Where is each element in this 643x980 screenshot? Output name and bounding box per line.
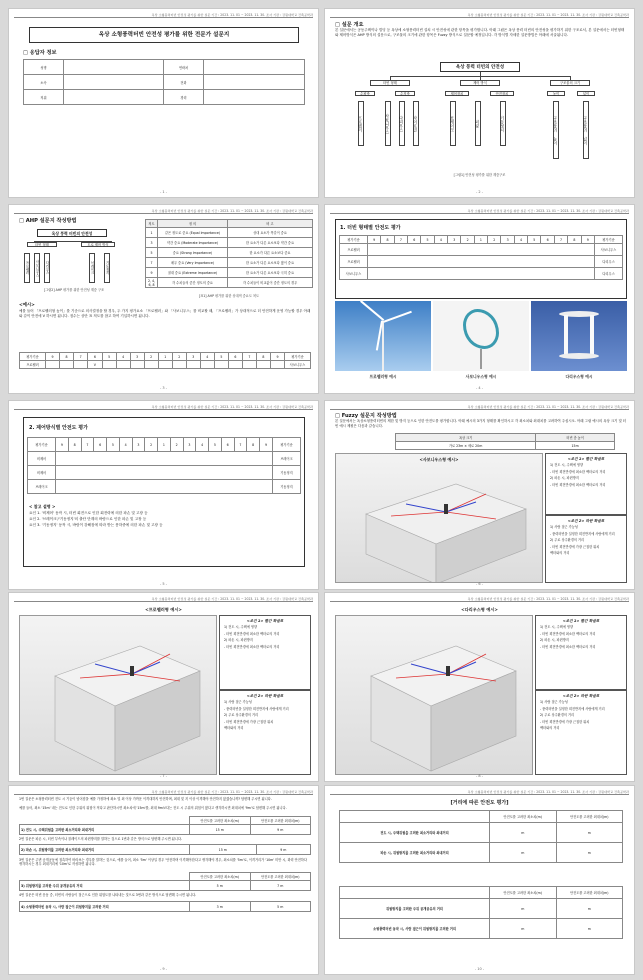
page-2 (324, 8, 635, 198)
ahp-leaf-savonius: 사보니우스 (34, 253, 40, 283)
phone-field[interactable] (204, 75, 305, 90)
figure1-caption: [그림1] 안전성 평가를 위한 계층구조 (453, 173, 506, 177)
page-number: - 7 - (160, 774, 167, 778)
page-header: 옥상 소형풍력터빈 안전성 평가를 위한 설문 기간 : 2023. 11. 01 ~ 2023. 11. 30. 조사 기관 : 강원대학교 건축공학과 (151, 405, 313, 409)
page-4 (324, 204, 635, 394)
scale-table: 척도 정 의 비 고 1 같은 정도로 중요 (Equal Importance) 상대 요소가 똑같이 중요 3 약간 중요 (Moderate Importance) 한 요소가 다른 요소보다 약간 중요 5 중요 (Strong Importance) 한 요소가 다른 요소보다 중요 7 매우 중요 (Very Importance) 한 요소가 다른 요소보다 많이 중요 9 절대 중요 (Extreme Importance) 한 요소가 다른 요소보다 극히 중요 2, 4, 6, 8 각 수치들의 중간 정도의 중요 각 수치들이 비교값이 중간 정도의 경우 (145, 219, 313, 288)
sub-safety-device: 안전장치 (490, 91, 514, 96)
q3-table: 안전도를 고려한 최소치(m) 안전도를 고려한 최대치(m) 3) 위험방지를 고려한 주위 공개공유의 거리 5 m 7 m (19, 872, 311, 891)
sub-horizontal: 수평축 (355, 91, 375, 96)
q4-table: 4) 소형풍력터빈 동작 시, 사람 접근이 위험방지를 고려한 거리 3 m 5 m (19, 901, 311, 912)
distance-eval-title: [거리에 따른 안전도 평가] (450, 800, 509, 806)
example-text: 예를 들어 「프로펠러형 높이」를 기준으로 의사결정을 할 경우, 두 가지 평가요소 「프로펠러」와 「사보니우스」를 비교할 때, 「프로펠러」가 상대적으로 더 안전하게 운영 가능할 경우 아래와 같이 안전에 V 하시면 됩니다. 점수는 상단 표 척도를 참고 하여 기입하시면 됩니다. (19, 309, 311, 318)
notes-title: < 참고 설명 > (29, 504, 56, 509)
example-mark[interactable]: V (88, 361, 102, 369)
cond1-title: <조건 1> 빨간 화살표 (567, 457, 605, 461)
condition-2-box: <조건 2> 파란 화살표 1) 사람 접근 가능성 - 풍력터빈을 설정한 회전반지에 사람에게 거리 2) 주로 상주환경의 거리 - 터빈 회전반경에 가장 근접한 위치 벡터와의 거리 (535, 690, 627, 775)
page-header: 옥상 소형풍력터빈 안전성 평가를 위한 설문 기간 : 2023. 11. 01 ~ 2023. 11. 30. 조사 기관 : 강원대학교 건축공학과 (151, 790, 313, 794)
group-structure: 구조물의 크기 (550, 80, 590, 86)
darrieus-caption: 다리우스형 예시 (565, 374, 593, 379)
sub-height: 높이 (547, 91, 565, 96)
page-header: 옥상 소형풍력터빈 안전성 평가를 위한 설문 기간 : 2023. 11. 01 ~ 2023. 11. 30. 조사 기관 : 강원대학교 건축공학과 (151, 13, 313, 17)
ahp-group-turbine: 터빈 형태 (27, 242, 57, 247)
page-1 (8, 8, 319, 198)
savonius-scene (335, 453, 543, 583)
ahp-group-control: 도로 제어 방식 (81, 242, 115, 247)
leaf-gyromill: 자이로밀 (413, 101, 419, 146)
condition-1-box: <조건 1> 빨간 화살표 1) 전도 시, 주택에 영향 - 터빈 회전반경에 최소한 벡터로의 거리 2) 파손 시, 파편방지 - 터빈 회전반경에 최소한 벡터로의 거리 (535, 615, 627, 690)
note-2: 요인 2. '브레이크'/'기동정지'의 출단 단계의 바람으로 인한 파손 및 고장 등 (29, 517, 147, 521)
q1-table: 안전도를 고려한 최소치(m) 안전도를 고려한 최대치(m) 1) 전도 시, 주택위험을 고려한 최소거리와 최대거리 15 m 9 m (19, 816, 311, 835)
ahp-leaf-stop: 기동정지 (104, 253, 110, 283)
section-respondent: □ 응답자 정보 (23, 50, 57, 56)
page-header: 옥상 소형풍력터빈 안전성 평가를 위한 설문 기간 : 2023. 11. 01 ~ 2023. 11. 30. 조사 기관 : 강원대학교 건축공학과 (467, 13, 629, 17)
q4-intro: 4번 질문은 터빈 운동 중, 터빈의 사람들이 접근으로 인한 위험도를 나타내는 것으로 3번과 같은 방식으로 답변해 주시면 됩니다. (19, 893, 197, 897)
section-ahp: □ AHP 설문지 작성방법 (19, 218, 77, 224)
savonius-image (433, 301, 529, 371)
page-6 (324, 400, 635, 590)
control-eval-title: 2. 제어방식별 안전도 평가 (29, 425, 88, 431)
darrieus-scene (335, 615, 533, 775)
condition-2-box: <조건 2> 파란 화살표 1) 사람 접근 가능성 - 풍력터빈을 설정한 회전반지에 사람에게 거리 2) 주로 상주환경의 거리 - 터빈 회전반경에 가장 근접한 위치 벡터와의 거리 (545, 515, 627, 583)
survey-title: 옥상 소형풍력터빈 안전성 평가를 위한 전문가 설문지 (29, 27, 299, 43)
contact-field[interactable] (204, 60, 305, 75)
group-turbin-type: 터빈 형태 (370, 80, 410, 86)
distance-eval-table-1: 안전도를 고려한 최소치(m) 안전도를 고려한 최대치(m) 전도 시, 주택위험을 고려한 최소거리와 최대거리 m m 파손 시, 위험방지를 고려한 최소거리와 최대거리 m m (339, 810, 623, 863)
leaf-stop: 기동정지 (500, 101, 506, 146)
building-illustration (336, 616, 533, 775)
q2-table: 2) 파손 시, 위험방지를 고려한 최소거리와 최대거리 15 m 9 m (19, 844, 311, 855)
propeller-caption: 프로펠러형 예시 (369, 374, 397, 379)
q3-intro: 3번 질문은 주변 공개공동에 접촉하여 바라보는 경우를 말하는 것으로, 예를 들어, 최소 '5m' 이상일 경우 '안전하며 이격해야한다고 생각해야 경우, 최소치를 '5m'로, 이격거리가 '10m' 미만 시, 화력 안전하다 생각하시는 경우 최대거리에 '10m'로 작성하면 됩니다. (19, 858, 307, 867)
page-8 (324, 592, 635, 782)
darrieus-image (531, 301, 627, 371)
respondent-table: 성명 연락처 소속 전화 직위 경력 (23, 59, 305, 105)
leaf-brake: 브레이크 (450, 101, 456, 146)
building-illustration (336, 464, 543, 583)
leaf-furling: 퍼링 (475, 101, 481, 146)
section-overview: □ 설문 개요 (335, 22, 364, 28)
turbine-eval-table: 평가기준 9 8 7 6 5 4 3 2 1 2 3 4 5 6 7 8 9 평가기준 프로펠러 사보니우스 프로펠러 다리우스 사보니우스 다리우스 (339, 235, 623, 280)
propeller-scene (19, 615, 217, 775)
turbine-eval-title: 1. 터빈 형태별 안전도 평가 (340, 225, 401, 231)
hierarchy-root: 옥상 풍력 터빈의 안전성 (440, 62, 520, 72)
leaf-structure-width: 구조물의 넓이 (583, 101, 589, 159)
page-header: 옥상 소형풍력터빈 안전성 평가를 위한 설문 기간 : 2023. 11. 01 ~ 2023. 11. 30. 조사 기관 : 강원대학교 건축공학과 (467, 405, 629, 409)
page-3 (8, 204, 319, 394)
page-number: - 5 - (160, 582, 167, 586)
affiliation-field[interactable] (64, 75, 164, 90)
page-number: - 1 - (160, 190, 167, 194)
page-number: - 6 - (476, 582, 483, 586)
scene-title: <다리우스형 예시> (461, 607, 498, 612)
example-scale-table: 평가기준 9 8 7 6 5 4 3 2 1 2 3 4 5 6 7 8 9 평가기준 프로펠러 V 사보니우스 (19, 352, 311, 369)
page-header: 옥상 소형풍력터빈 안전성 평가를 위한 설문 기간 : 2023. 11. 01 ~ 2023. 11. 30. 조사 기관 : 강원대학교 건축공학과 (467, 209, 629, 213)
page-number: - 9 - (160, 967, 167, 971)
condition-2-box: <조건 2> 파란 화살표 1) 사람 접근 가능성 - 풍력터빈을 설정한 회전반지에 사람에게 거리 2) 주로 상주환경의 거리 - 터빈 회전반경에 가장 근접한 위치 벡터와의 거리 (219, 690, 311, 775)
propeller-image (335, 301, 431, 371)
leaf-savonius: 사보니우스 (385, 101, 391, 146)
figure2-caption: [그림2] AHP 평가를 위한 안전성 계층 구조 (43, 288, 105, 292)
q2-intro: 2번 질문은 파손 시, 터빈 부속이나 블레이드의 파편방지를 말하는 것으로 1번과 같은 방식으로 답변해 주시면 됩니다. (19, 837, 182, 841)
page-header: 옥상 소형풍력터빈 안전성 평가를 위한 설문 기간 : 2023. 11. 01 ~ 2023. 11. 30. 조사 기관 : 강원대학교 건축공학과 (151, 209, 313, 213)
note-1: 요인 1. '비제어' 동작 시, 터빈 회전으로 인한 회전력에 의한 파손 및 고장 등 (29, 511, 148, 515)
table1-caption: [표1] AHP 평가를 위한 상대적 중요도 척도 (198, 294, 260, 298)
page-7 (8, 592, 319, 782)
page-9 (8, 785, 319, 975)
example-title: <예시> (19, 303, 35, 308)
sub-vertical: 수직축 (395, 91, 415, 96)
leaf-darrieus: 다리우스 (399, 101, 405, 146)
page-number: - 10 - (474, 967, 485, 971)
ahp-leaf-propeller: 프로펠러 (24, 253, 30, 283)
leaf-propeller: 프로펠러 (358, 101, 364, 146)
page-header: 옥상 소형풍력터빈 안전성 평가를 위한 설문 기간 : 2023. 11. 01 ~ 2023. 11. 30. 조사 기관 : 강원대학교 건축공학과 (151, 597, 313, 601)
page-header: 옥상 소형풍력터빈 안전성 평가를 위한 설문 기간 : 2023. 11. 01 ~ 2023. 11. 30. 조사 기관 : 강원대학교 건축공학과 (467, 790, 629, 794)
overview-text: 본 설문에서는 공동주택이나 빌딩 등 옥상에 소형풍력터빈 설치 시 안전성에 관한 항목을 평가합니다. 아래 그림은 옥상 풍력 터빈의 안전성을 평가하기 위한 구조로서, 본 설문에서는 터빈형태와 제어방식은 AHP 방식의 설문으로, 구조물의 크기에 관한 항목은 Fuzzy 방식으로 설문할 예정입니다. 각 방식별 자세한 설문방법은 아래에 서술됩니다. (335, 28, 625, 37)
page-number: - 8 - (476, 774, 483, 778)
note-3: 요인 3. '기동정지' 동작 시, 바람이 강해짐에 따라 받는 풍하중에 의한 파손 및 고장 등 (29, 523, 163, 527)
condition-1-box: <조건 1> 빨간 화살표 1) 전도 시, 주택에 영향 - 터빈 회전반경에 최소한 벡터로의 거리 2) 파손 시, 파편방지 - 터빈 회전반경에 최소한 벡터로의 거리 (219, 615, 311, 690)
ahp-leaf-darrieus: 다리우스 (44, 253, 50, 283)
fuzzy-spec-table: 옥상 크기 터빈 총 높이 가로 23m × 세로 20m 15m (395, 433, 615, 450)
control-eval-table: 평가기준 9 8 7 6 5 4 3 2 1 2 3 4 5 6 7 8 9 평가기준 비제어 브레이크 비제어 기동정지 브레이크 기동정지 (27, 437, 301, 494)
ahp-leaf-brake: 브레이크 (89, 253, 95, 283)
page-10 (324, 785, 635, 975)
ahp-root: 옥상 풍력 터빈의 안전성 (37, 229, 107, 237)
name-field[interactable] (64, 60, 164, 75)
sub-width: 넓이 (577, 91, 595, 96)
building-illustration (20, 616, 217, 775)
q1-intro: 1번 질문은 소형풍력터빈 전도 시 기둥이 넘어짐을 예를 가정하에 최소 및 최 이상 가까운 이격대하지 안전하며, 최대 및 지 이상 이격해야 안전하지 않겠습니까? 답변해 주시면 됩니다. (19, 797, 272, 801)
condition-1-box: <조건 1> 빨간 화살표 1) 전도 시, 주택에 영향 - 터빈 회전반경에 최소한 벡터로의 거리 2) 파손 시, 파편방지 - 터빈 회전반경에 최소한 벡터로의 거리 (545, 453, 627, 515)
page-5 (8, 400, 319, 590)
scene-title: <사보니우스형 예시> (419, 457, 459, 462)
q1-intro-example: 예를 들어, 최소 '15m' 내는 전도로 인한 주위의 위험이 적다고 판단하시면 최소치에 '15m'를, 최대 9m보다는 전도 시 주위의 위험이 많다고 생각하시면 최대치에 '9m'로 답변해 주시면 됩니다. (19, 806, 287, 810)
distance-eval-table-2: 안전도를 고려한 최소치(m) 안전도를 고려한 최대치(m) 위험방지를 고려한 주위 공개공유의 거리 m m 소형풍력터빈 동작 시, 사람 접근이 위험방지를 고려한 거리 m m (339, 886, 623, 939)
savonius-caption: 사보니우스형 예시 (465, 374, 497, 379)
page-number: - 3 - (160, 386, 167, 390)
position-field[interactable] (64, 90, 164, 105)
scene-title: <프로펠러형 예시> (145, 607, 182, 612)
section-fuzzy: □ Fuzzy 설문지 작성방법 (335, 413, 397, 419)
page-header: 옥상 소형풍력터빈 안전성 평가를 위한 설문 기간 : 2023. 11. 01 ~ 2023. 11. 30. 조사 기관 : 강원대학교 건축공학과 (467, 597, 629, 601)
page-number: - 4 - (476, 386, 483, 390)
cond2-title: <조건 2> 파란 화살표 (567, 519, 605, 523)
page-number: - 2 - (476, 190, 483, 194)
career-field[interactable] (204, 90, 305, 105)
group-control: 제어 방식 (460, 80, 500, 86)
leaf-structure-height: 구조물의 높이 (553, 101, 559, 159)
sub-control-device: 제어장치 (445, 91, 469, 96)
fuzzy-intro: 본 설문에서는 옥상소형풍력터빈의 제한 및 방지 등으로 인한 안전도를 평가합니다. 아래 예시의 3가지 형태를 확인하시고 각 최소치와 최대치를 고려하여 주십시오. 아래 그림 예시의 옥상 크기 및 터빈 예시 제원은 다음과 같습니다. (335, 419, 627, 428)
